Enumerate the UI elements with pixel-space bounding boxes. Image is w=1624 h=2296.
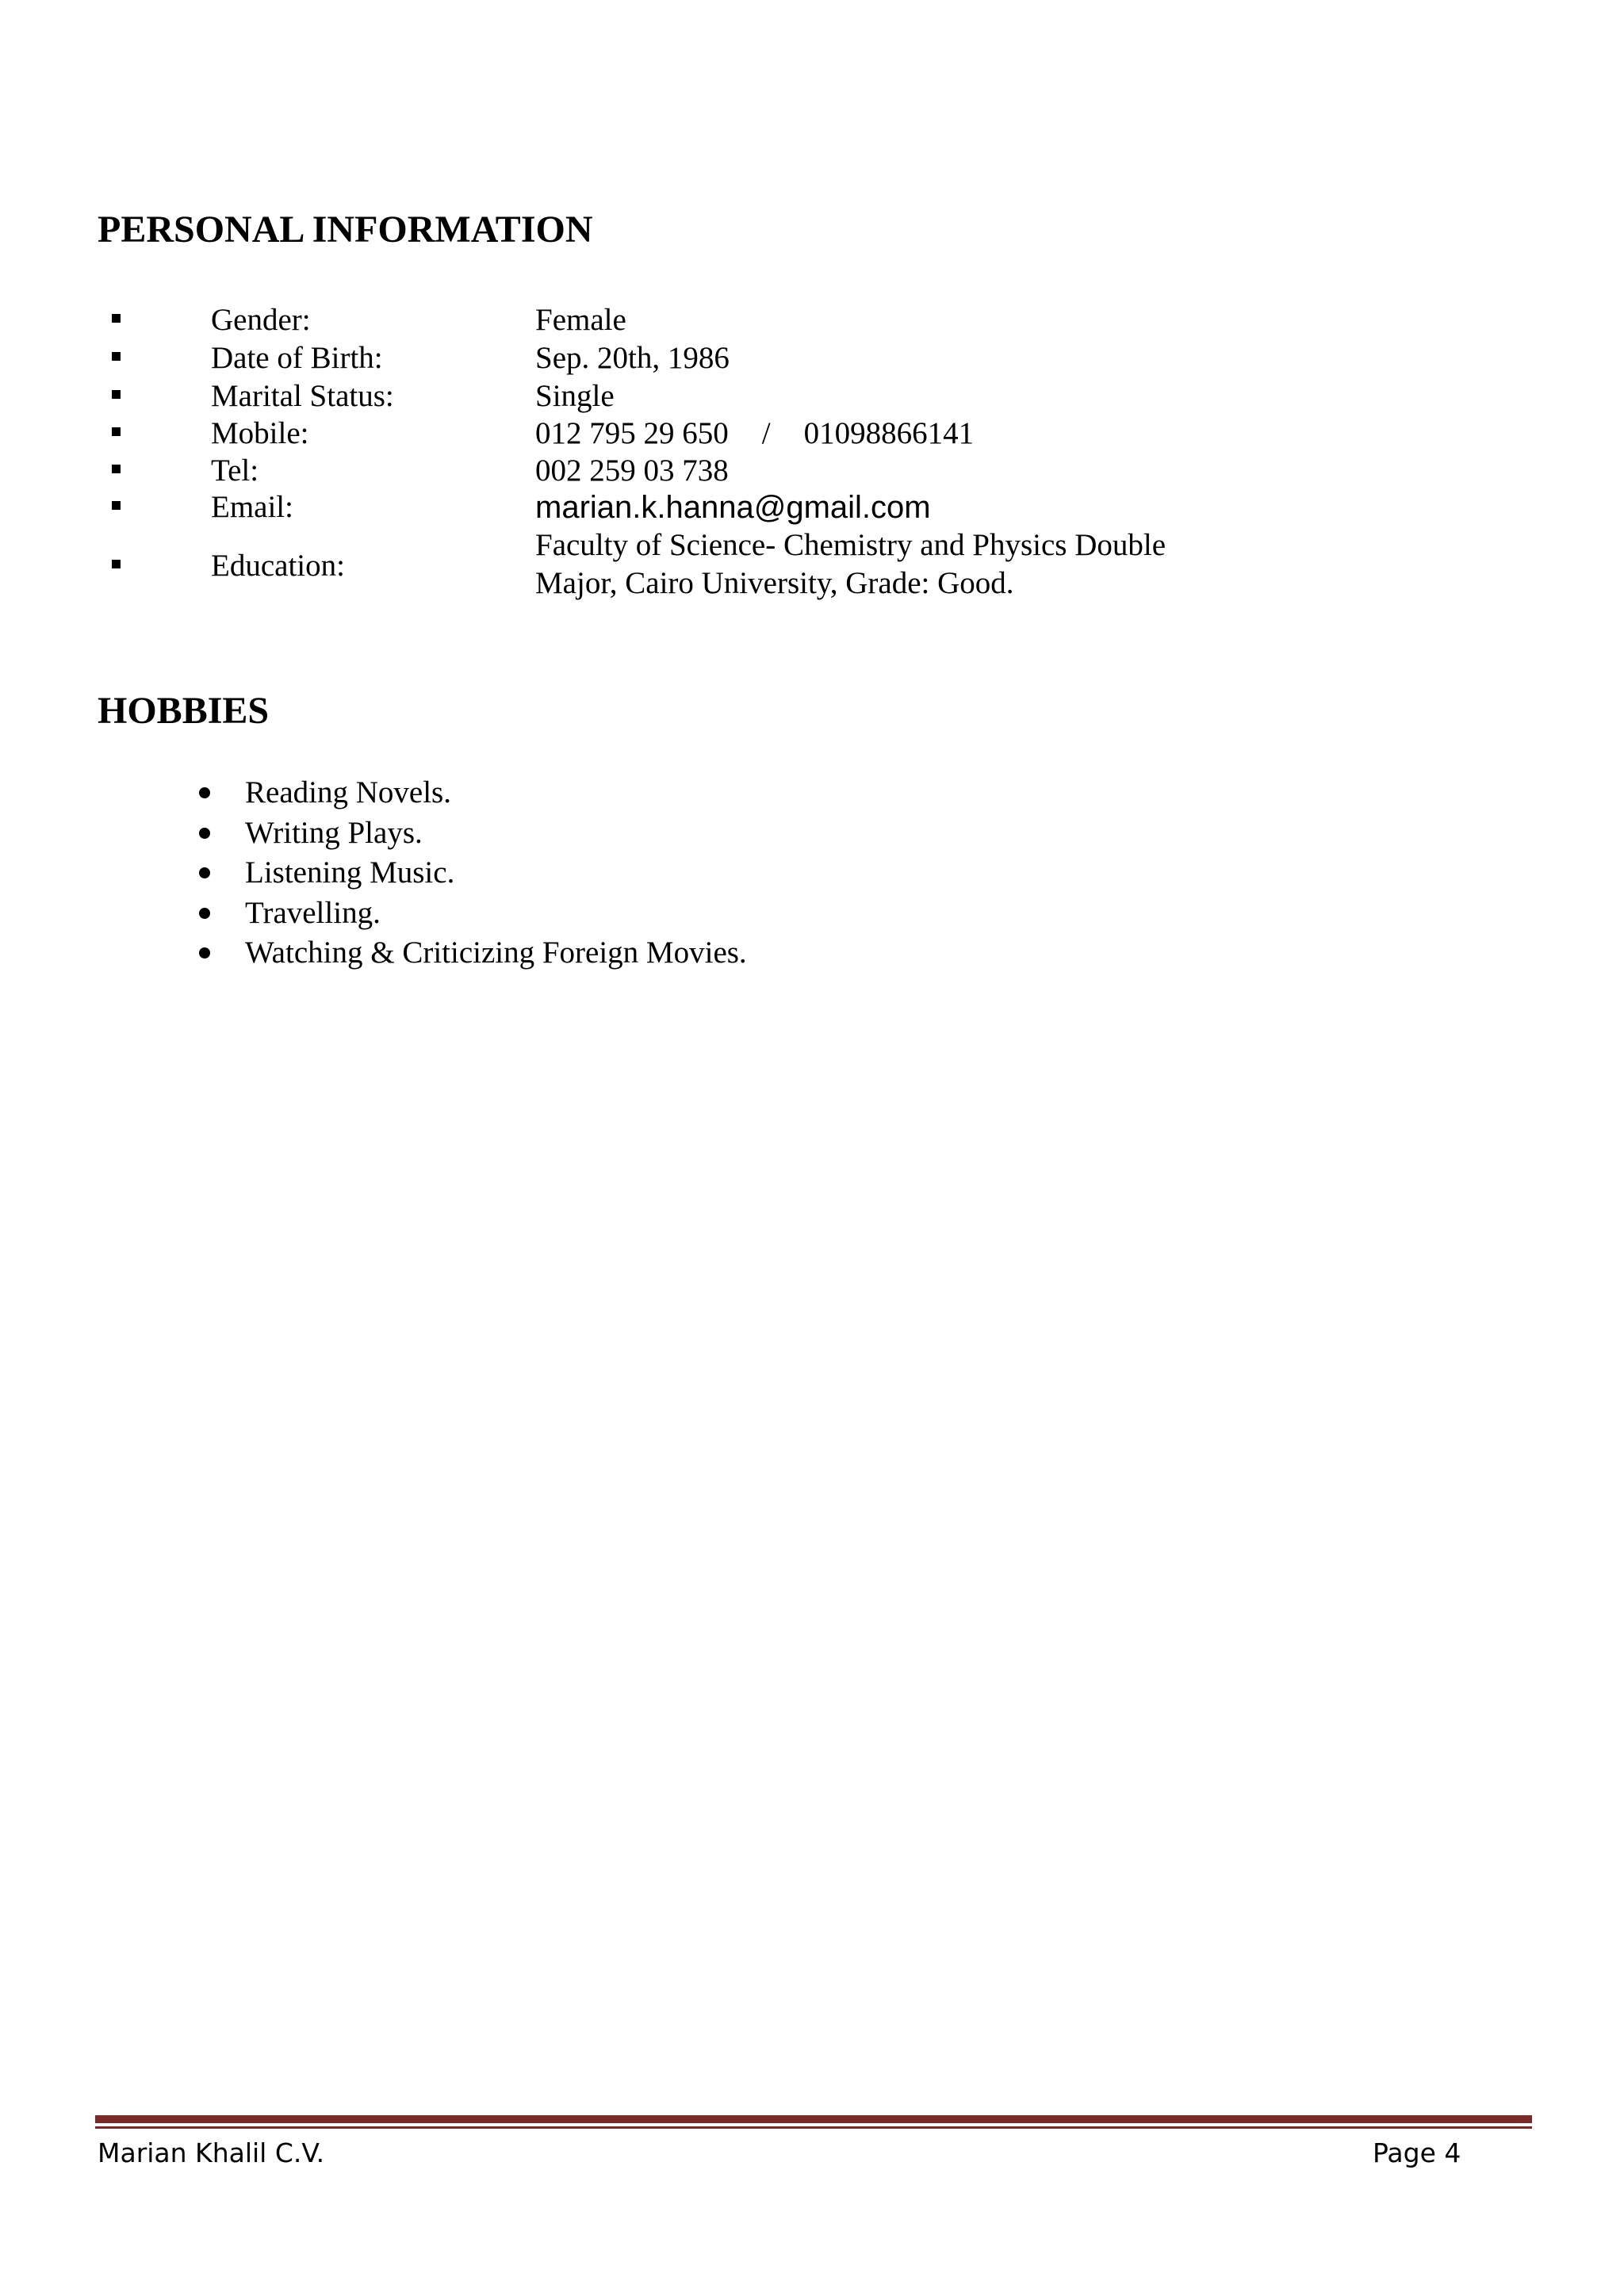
mobile-number-1: 012 795 29 650 bbox=[535, 416, 729, 450]
info-value: Sep. 20th, 1986 bbox=[535, 341, 730, 375]
personal-information-heading: PERSONAL INFORMATION bbox=[98, 209, 593, 251]
education-value-line-2: Major, Cairo University, Grade: Good. bbox=[535, 566, 1014, 600]
round-bullet-icon bbox=[199, 828, 210, 839]
info-label: Marital Status: bbox=[211, 379, 394, 413]
hobby-text: Watching & Criticizing Foreign Movies. bbox=[245, 936, 747, 970]
square-bullet-icon bbox=[112, 427, 121, 436]
info-label: Education: bbox=[211, 549, 345, 583]
mobile-number-2: 01098866141 bbox=[803, 416, 975, 450]
square-bullet-icon bbox=[112, 560, 121, 568]
info-label: Gender: bbox=[211, 303, 311, 337]
info-value: Single bbox=[535, 379, 615, 413]
info-value-mobile bbox=[535, 415, 974, 453]
square-bullet-icon bbox=[112, 390, 121, 399]
info-label: Date of Birth: bbox=[211, 341, 383, 375]
square-bullet-icon bbox=[112, 314, 121, 323]
info-label: Tel: bbox=[211, 453, 259, 488]
info-label: Email: bbox=[211, 490, 293, 524]
footer-rule-thin bbox=[95, 2126, 1532, 2129]
footer-document-title: Marian Khalil C.V. bbox=[98, 2137, 325, 2168]
hobby-text: Writing Plays. bbox=[245, 816, 423, 850]
hobby-text: Reading Novels. bbox=[245, 775, 451, 809]
info-label: Mobile: bbox=[211, 416, 309, 450]
hobby-text: Listening Music. bbox=[245, 855, 455, 890]
square-bullet-icon bbox=[112, 501, 121, 510]
hobbies-heading: HOBBIES bbox=[98, 690, 270, 732]
round-bullet-icon bbox=[199, 908, 210, 919]
round-bullet-icon bbox=[199, 787, 210, 798]
email-value: marian.k.hanna@gmail.com bbox=[535, 490, 931, 525]
square-bullet-icon bbox=[112, 465, 121, 473]
footer-page-number: Page 4 bbox=[1373, 2137, 1461, 2168]
education-value-line-1: Faculty of Science- Chemistry and Physics Double bbox=[535, 528, 1166, 562]
round-bullet-icon bbox=[199, 867, 210, 878]
hobby-text: Travelling. bbox=[245, 896, 381, 930]
round-bullet-icon bbox=[199, 947, 210, 959]
info-value: Female bbox=[535, 303, 626, 337]
info-row-education bbox=[0, 526, 1624, 603]
square-bullet-icon bbox=[112, 352, 121, 361]
mobile-separator: / bbox=[761, 416, 771, 450]
footer-rule bbox=[95, 2115, 1532, 2123]
info-value: 002 259 03 738 bbox=[535, 453, 729, 488]
